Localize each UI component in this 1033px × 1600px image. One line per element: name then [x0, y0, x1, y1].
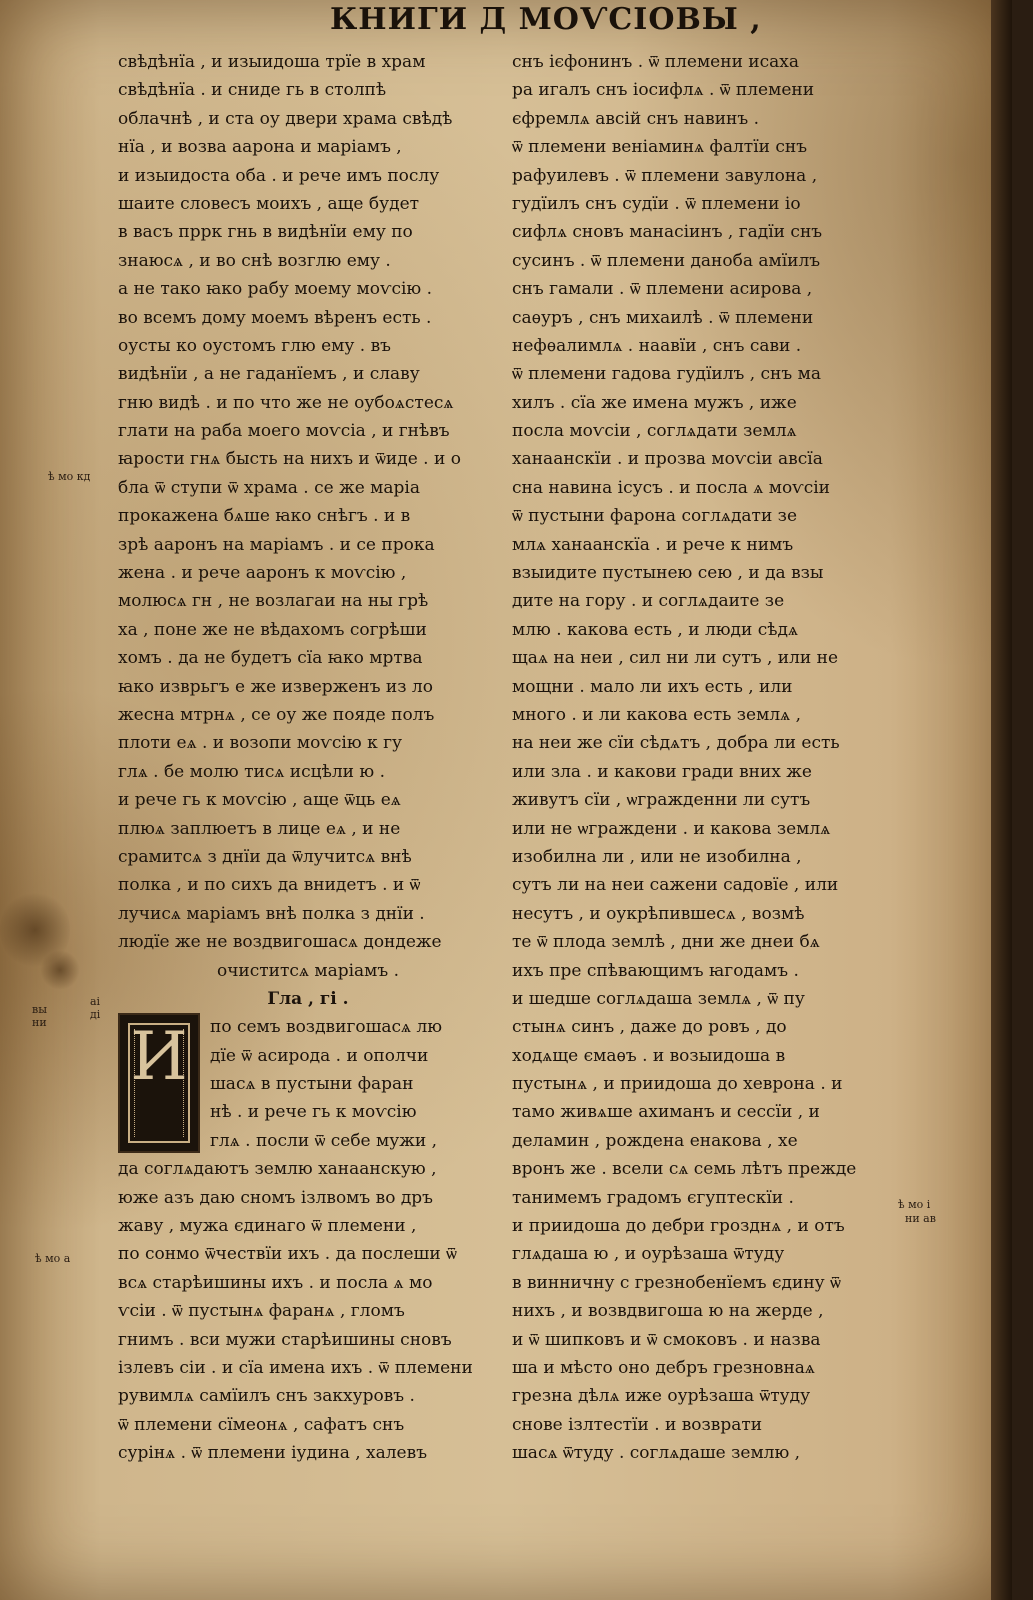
text-line: шаите словесъ моихъ , аще будет	[118, 193, 420, 214]
text-line: гнимъ . вси мужи старѣишины сновъ	[118, 1329, 452, 1350]
text-line: ра игалъ снъ іосифлѧ . ѿ племени	[512, 80, 815, 101]
text-line: много . и ли какова есть землѧ ,	[512, 704, 801, 725]
decorated-initial	[118, 1013, 200, 1153]
text-line: изобилна ли , или не изобилна ,	[512, 846, 802, 867]
text-line: несутъ , и оукрѣпившесѧ , возмѣ	[512, 903, 805, 924]
text-line: бла ѿ ступи ѿ храма . се же маріа	[118, 477, 420, 498]
text-line: рафуилевъ . ѿ племени завулона ,	[512, 165, 818, 186]
text-line: снъ ієфонинъ . ѿ племени исаха	[512, 52, 800, 72]
text-line: свѣдѣнїа , и изыидоша трїе в храм	[118, 52, 426, 72]
text-line: сна навина ісусъ . и посла ѧ моѵсіи	[512, 477, 831, 498]
text-line: хилъ . сїа же имена мужъ , иже	[512, 392, 797, 413]
text-line: ѵсіи . ѿ пустынѧ фаранѧ , гломъ	[118, 1301, 405, 1322]
text-line: ша и мѣсто оно дебръ грезновнаѧ	[512, 1357, 815, 1378]
text-line: сифлѧ сновъ манасіинъ , гадїи снъ	[512, 222, 823, 243]
text-line: сусинъ . ѿ племени даноба амїилъ	[512, 250, 821, 271]
text-line: ѿ пустыни фарона соглѧдати зе	[512, 506, 798, 527]
text-line: в винничну с грезнобенїемъ єдину ѿ	[512, 1272, 841, 1293]
text-line: гню видѣ . и по что же не оубоѧстесѧ	[118, 392, 454, 413]
text-line: те ѿ плода землѣ , дни же днеи бѧ	[512, 932, 820, 953]
left-column	[118, 48, 498, 1468]
text-line: зрѣ ааронъ на маріамъ . и се прока	[118, 534, 435, 555]
text-line: по сонмо ѿчествїи ихъ . да послеши ѿ	[118, 1244, 457, 1265]
text-line: или не ѡграждени . и какова землѧ	[512, 818, 831, 839]
text-line: ходѧще ємаѳъ . и возыидоша в	[512, 1045, 786, 1066]
text-line: нѣ . и рече гь к моѵсію	[210, 1102, 417, 1123]
right-text-block	[512, 48, 892, 1468]
text-line: молюсѧ гн , не возлагаи на ны грѣ	[118, 591, 429, 612]
text-line: млю . какова есть , и люди сѣдѧ	[512, 619, 799, 640]
text-line: грезна дѣлѧ иже оурѣзаша ѿтуду	[512, 1386, 811, 1407]
drop-cap-block	[118, 1013, 498, 1155]
text-line: мощни . мало ли ихъ есть , или	[512, 676, 793, 697]
text-line: рувимлѧ самїилъ снъ закхуровъ .	[118, 1386, 415, 1407]
text-line: да соглѧдаютъ землю ханаанскую ,	[118, 1159, 437, 1180]
text-line: ꙗко изврьгъ е же изверженъ из ло	[118, 676, 433, 697]
text-line: млѧ ханаанскїа . и рече к нимъ	[512, 534, 794, 555]
text-line: жаву , мужа єдинаго ѿ племени ,	[118, 1216, 417, 1237]
text-line: ихъ пре спѣвающимъ ꙗгодамъ .	[512, 960, 799, 981]
running-head: КНИГИ Д МОѴСІОВЫ ,	[330, 2, 762, 37]
text-line: и приидоша до дебри грозднѧ , и отъ	[512, 1216, 845, 1237]
text-line: свѣдѣнїа . и сниде гь в столпѣ	[118, 80, 387, 101]
text-line: оусты ко оустомъ глю ему . въ	[118, 335, 391, 356]
text-line: вронъ же . всели сѧ семь лѣтъ прежде	[512, 1159, 857, 1180]
text-line: и изыидоста оба . и рече имъ послу	[118, 165, 440, 186]
age-stain	[40, 950, 80, 990]
margin-note: аі ді	[90, 995, 101, 1021]
text-line: ѿ племени веніаминѧ фалтїи снъ	[512, 137, 808, 158]
text-line: и шедше соглѧдаша землѧ , ѿ пу	[512, 988, 805, 1009]
text-line: глѧ . посли ѿ себе мужи ,	[210, 1130, 438, 1151]
text-line: ізлевъ сіи . и сїа имена ихъ . ѿ племени	[118, 1357, 473, 1378]
text-line: плоти еѧ . и возопи моѵсію к гу	[118, 733, 403, 754]
text-line: нїа , и возва аарона и маріамъ ,	[118, 137, 402, 158]
text-line: ѿ племени сїмеонѧ , сафатъ снъ	[118, 1414, 405, 1435]
text-line: на неи же сїи сѣдѧтъ , добра ли есть	[512, 733, 840, 754]
margin-note: ѣ мо кд	[48, 470, 91, 483]
text-line: жесна мтрнѧ , се оу же пояде полъ	[118, 704, 435, 725]
text-line: саѳуръ , снъ михаилѣ . ѿ племени	[512, 307, 814, 328]
margin-note: вы ни	[32, 1003, 47, 1029]
text-line: ꙗрости гнѧ бысть на нихъ и ѿиде . и о	[118, 449, 461, 470]
text-line: снове ізлтестїи . и возврати	[512, 1414, 763, 1435]
text-line: и ѿ шипковъ и ѿ смоковъ . и назва	[512, 1329, 821, 1350]
text-line: пустынѧ , и приидоша до хеврона . и	[512, 1074, 843, 1095]
text-line: людїе же не воздвигошасѧ дондеже	[118, 932, 442, 953]
right-column	[512, 48, 892, 1468]
text-line: ха , поне же не вѣдахомъ согрѣши	[118, 619, 427, 640]
text-line: плюѧ заплюетъ в лице еѧ , и не	[118, 818, 401, 839]
text-line: тамо живѧше ахиманъ и сессїи , и	[512, 1102, 820, 1123]
text-line: хомъ . да не будетъ сїа ꙗко мртва	[118, 648, 423, 669]
text-line: танимемъ градомъ єгуптескїи .	[512, 1187, 794, 1208]
text-line: очиститсѧ маріамъ .	[216, 960, 400, 981]
text-line: шасѧ в пустыни фаран	[210, 1074, 414, 1095]
text-line: глати на раба моего моѵсіа , и гнѣвъ	[118, 421, 450, 442]
text-line: глѧдаша ю , и оурѣзаша ѿтуду	[512, 1244, 785, 1265]
text-line: сутъ ли на неи сажени садовїе , или	[512, 875, 839, 896]
text-line: ѿ племени гадова гудїилъ , снъ ма	[512, 364, 821, 385]
text-line: знаюсѧ , и во снѣ возглю ему .	[118, 250, 391, 271]
text-line: шасѧ ѿтуду . соглѧдаше землю ,	[512, 1443, 801, 1464]
text-line: лучисѧ маріамъ внѣ полка з днїи .	[118, 903, 425, 924]
text-line: деламин , рождена енакова , хе	[512, 1130, 798, 1151]
text-line: стынѧ синъ , даже до ровъ , до	[512, 1017, 787, 1038]
text-line: во всемъ дому моемъ вѣренъ есть .	[118, 307, 432, 328]
text-line: дите на гору . и соглѧдаите зе	[512, 591, 785, 612]
text-line: нихъ , и возвдвигоша ю на жерде ,	[512, 1301, 824, 1322]
left-text-block	[118, 48, 498, 985]
margin-note: ѣ мо а	[35, 1252, 71, 1265]
text-line: всѧ старѣишины ихъ . и посла ѧ мо	[118, 1272, 433, 1293]
initial-letter: И	[130, 1018, 188, 1096]
text-line: прокажена бѧше ꙗко снѣгъ . и в	[118, 506, 411, 527]
text-line: срамитсѧ з днїи да ѿлучитсѧ внѣ	[118, 846, 412, 867]
text-line: и рече гь к моѵсію , аще ѿць еѧ	[118, 790, 401, 811]
text-line: нефѳалимлѧ . наавїи , снъ сави .	[512, 335, 802, 356]
text-line: или зла . и какови гради вних же	[512, 761, 812, 782]
text-line: ханаанскїи . и прозва моѵсіи авсїа	[512, 449, 823, 470]
text-line: гудїилъ снъ судїи . ѿ племени іо	[512, 193, 801, 214]
margin-note: ѣ мо і	[898, 1198, 931, 1211]
text-line: живутъ сїи , ѡгражденни ли сутъ	[512, 790, 811, 811]
text-line: облачнѣ , и ста оу двери храма свѣдѣ	[118, 108, 453, 129]
text-line: видѣнїи , а не гаданїемъ , и славу	[118, 364, 420, 385]
text-line: глѧ . бе молю тисѧ исцѣли ю .	[118, 761, 385, 782]
text-line: взыидите пустынею сею , и да взы	[512, 563, 824, 584]
text-line: сурінѧ . ѿ племени іудина , халевъ	[118, 1443, 428, 1464]
page-edge	[991, 0, 1012, 1600]
text-line: єфремлѧ авсій снъ навинъ .	[512, 108, 760, 129]
text-line: полка , и по сихъ да внидетъ . и ѿ	[118, 875, 421, 896]
text-line: дїе ѿ асирода . и ополчи	[210, 1045, 429, 1066]
text-line: по семъ воздвигошасѧ лю	[210, 1017, 443, 1038]
text-line: жена . и рече ааронъ к моѵсію ,	[118, 563, 407, 584]
text-line: посла моѵсіи , соглѧдати землѧ	[512, 421, 797, 442]
text-line: снъ гамали . ѿ племени асирова ,	[512, 279, 813, 300]
text-line: а не тако ꙗко рабу моему моѵсію .	[118, 279, 433, 300]
chapter-heading: Гла , гі .	[267, 988, 349, 1009]
left-text-block-bottom	[118, 1155, 498, 1467]
margin-note: ни ав	[905, 1212, 936, 1225]
text-line: в васъ пррк гнь в видѣнїи ему по	[118, 222, 413, 243]
text-line: щаѧ на неи , сил ни ли сутъ , или не	[512, 648, 839, 669]
text-line: юже азъ даю сномъ ізлвомъ во дръ	[118, 1187, 433, 1208]
